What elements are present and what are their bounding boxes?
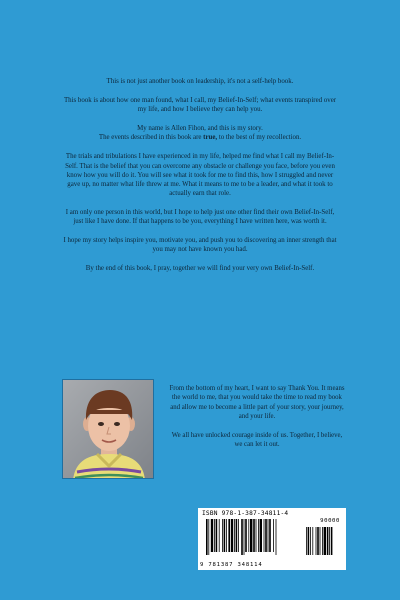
barcode-digits: 9 781387 348114 — [200, 562, 263, 568]
barcode-bar — [208, 519, 209, 555]
back-cover-blurb — [62, 77, 338, 283]
price-addon-digits: 90000 — [320, 518, 340, 524]
addon-bar — [320, 527, 321, 555]
addon-bar — [316, 527, 317, 555]
addon-bar — [308, 527, 310, 555]
addon-bar — [322, 527, 323, 555]
true-emphasis: true, — [203, 134, 218, 142]
barcode-bar — [234, 519, 235, 552]
barcode-bar — [219, 519, 220, 552]
barcode-bar — [258, 519, 259, 552]
barcode-bar — [256, 519, 257, 552]
blurb-paragraph-3 — [62, 124, 338, 142]
author-name-line: My name is Allen Fihon, and this is my story. — [137, 125, 263, 133]
barcode-bar — [238, 519, 239, 552]
addon-bar — [310, 527, 311, 555]
barcode-bar — [264, 519, 265, 552]
barcode-bar — [265, 519, 267, 552]
barcode-bar — [241, 519, 243, 555]
barcode-bar — [206, 519, 208, 555]
barcode-bar — [276, 519, 277, 555]
thank-you-note — [168, 384, 346, 460]
addon-bar — [312, 527, 313, 555]
barcode-bar — [228, 519, 230, 552]
thank-you-paragraph-1: From the bottom of my heart, I want to say Thank You. It means the world to me, that you would take the time to read my book and allow me to become a little part of your story, your journey, and your life. — [169, 385, 345, 420]
addon-bar — [317, 527, 319, 555]
barcode-bar — [273, 519, 274, 552]
portrait-image — [63, 380, 154, 479]
barcode-bar — [248, 519, 249, 552]
barcode-bar — [253, 519, 255, 552]
addon-bar — [331, 527, 333, 555]
barcode-bar — [226, 519, 227, 552]
blurb-paragraph-4: The trials and tribulations I have experienced in my life, helped me find what I call my Belief-In-Self. That is the belief that you can overcome any obstacle or challenge you face, before you even know how you will do it. You will see what it took for me to find this, how I struggled and never gave up, no matter what life threw at me. What it means to me to be a leader, and what it took to actually earn that role. — [65, 153, 335, 197]
author-childhood-photo — [62, 379, 154, 479]
isbn-barcode-panel — [198, 508, 346, 570]
barcode-bars — [202, 519, 342, 561]
barcode-bar — [245, 519, 247, 552]
isbn-text: ISBN 978-1-387-34811-4 — [202, 510, 289, 517]
barcode-bar — [231, 519, 233, 552]
barcode-bar — [224, 519, 226, 552]
thank-you-paragraph-2: We all have unlocked courage inside of us. Together, I believe, we can let it out. — [171, 432, 343, 449]
barcode-bar — [236, 519, 238, 552]
addon-bar — [324, 527, 326, 555]
barcode-bar — [244, 519, 245, 555]
blurb-paragraph-1: This is not just another book on leadership, it's not a self-help book. — [106, 78, 294, 85]
blurb-paragraph-2: This book is about how one man found, what I call, my Belief-In-Self; what events transpired over my life, and how I believe they can help you. — [63, 97, 337, 114]
barcode-bar — [216, 519, 218, 552]
blurb-paragraph-6: I hope my story helps inspire you, motivate you, and push you to discovering an inner strength that you may not have known you had. — [63, 237, 337, 254]
barcode-bar — [260, 519, 262, 552]
addon-bar — [306, 527, 307, 555]
barcode-bar — [214, 519, 215, 552]
barcode-bar — [268, 519, 269, 552]
barcode-bar — [211, 519, 213, 552]
barcode-bar — [269, 519, 271, 552]
addon-bar — [327, 527, 329, 555]
true-events-line-end: to the best of my recollection. — [217, 134, 302, 142]
blurb-paragraph-7: By the end of this book, I pray, together we will find your very own Belief-In-Self. — [85, 265, 315, 273]
true-events-line-start: The events described in this book are — [98, 134, 204, 142]
barcode-bar — [222, 519, 223, 552]
blurb-paragraph-5: I am only one person in this world, but I hope to help just one other find their own Belief-In-Self, just like I have done. If that happens to be you, everything I have written here, was worth it. — [65, 208, 335, 226]
addon-bar — [329, 527, 330, 555]
barcode-bar — [250, 519, 252, 552]
